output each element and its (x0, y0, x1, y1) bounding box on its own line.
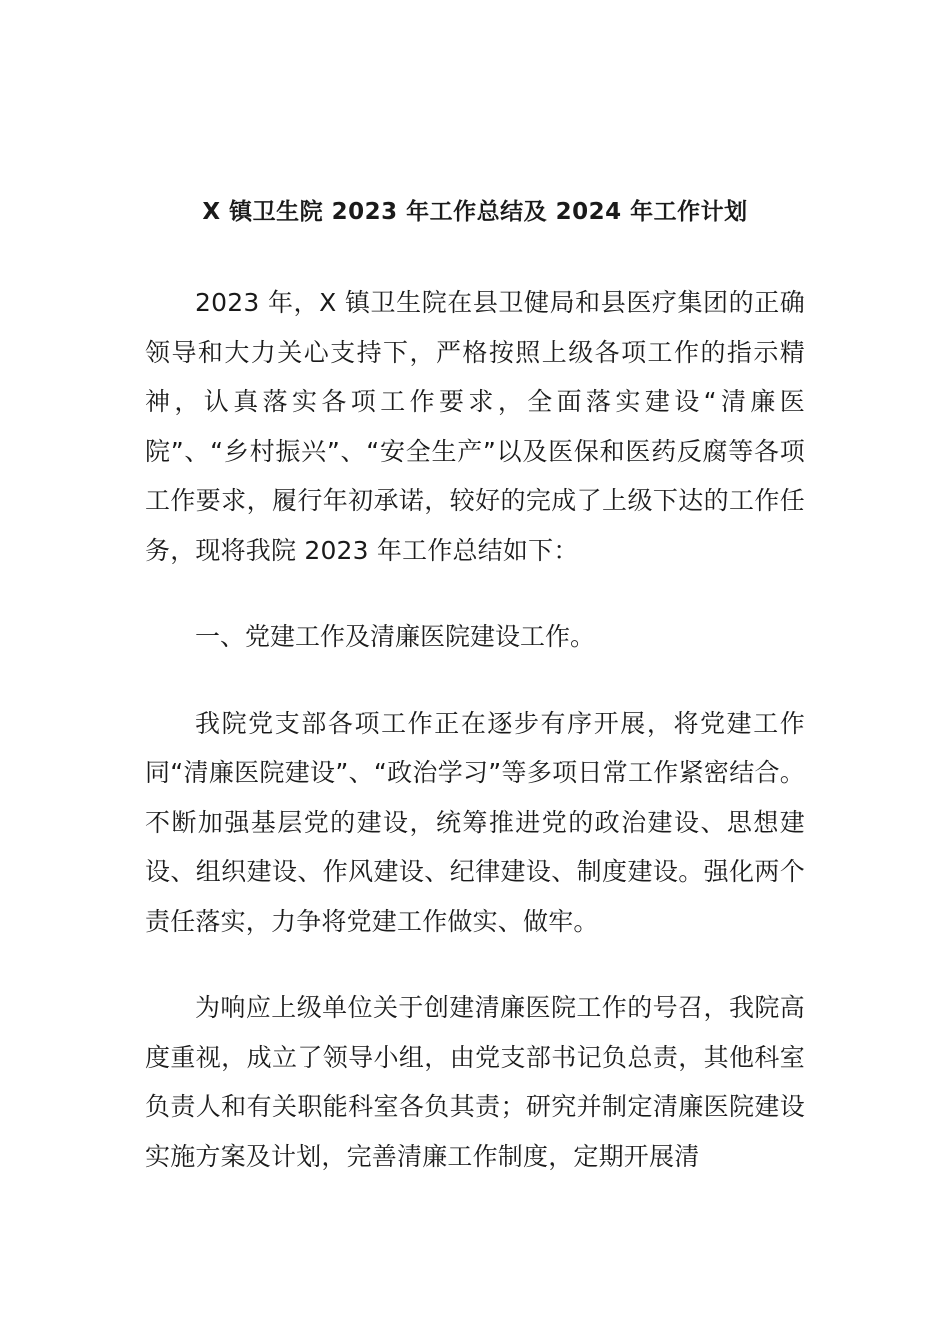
document-body (145, 278, 805, 1218)
section-heading-party-building: 一、党建工作及清廉医院建设工作。 (195, 622, 596, 651)
paragraph-intro: 2023 年，X 镇卫生院在县卫健局和县医疗集团的正确领导和大力关心支持下，严格按照上级各项工作的指示精神，认真落实各项工作要求，全面落实建设“清廉医院”、“乡村振兴”、“安全生产”以及医保和医药反腐等各项工作要求，履行年初承诺，较好的完成了上级下达的工作任务，现将我院 2023 年工作总结如下： (145, 288, 805, 565)
document-title: X 镇卫生院 2023 年工作总结及 2024 年工作计划 (202, 199, 748, 225)
paragraph-party-building: 我院党支部各项工作正在逐步有序开展，将党建工作同“清廉医院建设”、“政治学习”等多项日常工作紧密结合。不断加强基层党的建设，统筹推进党的政治建设、思想建设、组织建设、作风建设、纪律建设、制度建设。强化两个责任落实，力争将党建工作做实、做牢。 (145, 708, 805, 936)
paragraph-clean-hospital: 为响应上级单位关于创建清廉医院工作的号召，我院高度重视，成立了领导小组，由党支部书记负总责，其他科室负责人和有关职能科室各负其责；研究并制定清廉医院建设实施方案及计划，完善清廉工作制度，定期开展清 (145, 993, 805, 1171)
